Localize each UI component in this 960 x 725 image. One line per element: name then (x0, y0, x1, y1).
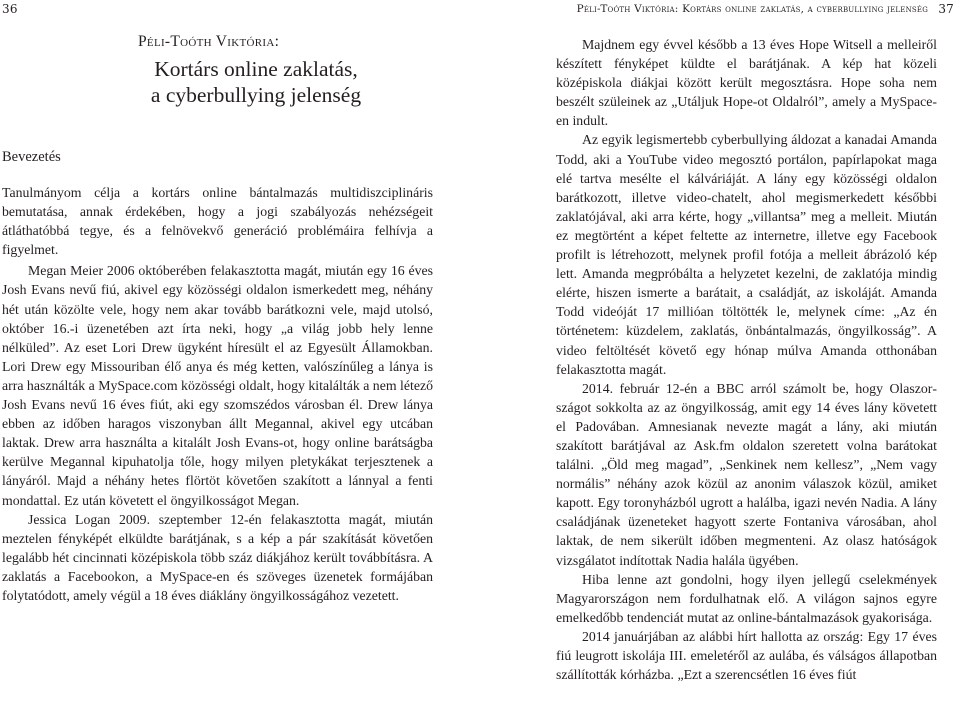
paragraph: Hiba lenne azt gondolni, hogy ilyen jellegű cselekmények Magyarországon nem fordulhatnak elő. A világon sajnos egyre emelkedőbb tendenciát mutat az online-bántalmazások gyakorisága. (556, 571, 937, 625)
paragraph: Majdnem egy évvel később a 13 éves Hope Witsell a melleiről készített fényképet küldte el barátjának. A kép hat közeli középiskola diákjai között került megosztásra. Hope soha nem beszélt szüleinek az „Utáljuk Hope-ot Oldalról”, amely a MySpace-en indult. (556, 37, 937, 129)
section-heading: Bevezetés (2, 149, 61, 165)
article-title-line-2: a cyberbullying jelenség (150, 83, 362, 107)
running-title: Péli-Toóth Viktória: Kortárs online zaklatás, a cyberbullying jelenség (576, 3, 928, 15)
article-title (76, 56, 436, 108)
left-text-column (2, 183, 433, 605)
page-number: 37 (938, 2, 954, 16)
page-number: 36 (2, 2, 18, 16)
right-text-column (556, 35, 937, 684)
paragraph: 2014. február 12-én a BBC arról számolt be, hogy Olaszországot sokkolta az az öngyilkosság, amit egy 14 éves lány követett el Padovában. Amnesianak nevezte magát a lány, aki miután szakított barátjával az Ask.fm oldalon szeretett volna barátokat találni. „Öld meg magad”, „Senkinek nem kellesz”, „Nem vagy normális” néhány azok közül az anonim válaszok közül, amiket kapott. Egy toronyházból ugrott a halálba, igazi nevén Nadia. A lány családjának üzeneteket hagyott szerte Fontaniva városában, ahol laktak, de nem sikerült időben megmenteni. Az olasz hatóságok vizsgálatot indítottak Nadia halála ügyében. (556, 380, 937, 568)
article-author: Péli-Toóth Viktória: (138, 33, 280, 50)
article-title-line-1: Kortárs online zaklatás, (154, 57, 358, 81)
paragraph: Az egyik legismertebb cyberbullying áldozat a kanadai Amanda Todd, aki a YouTube video megosztó portálon, papírlapokat maga elé tartva mesélte el kálváriáját. A lány egy közösségi oldalon barátkozott, illetve video-chatelt, ahol megismerkedett későbbi zaklatójával, aki arra kérte, hogy „villantsa” meg a melleit. Miután ez megtörtént a képet feltette az internetre, illetve egy Facebook profilt is létrehozott, melynek profil fotója a melleit ábrázoló kép lett. Amanda megpróbálta a helyzetet kezelni, de zaklatója mindig elérte, hiszen ismerte a barátait, a családját, az iskoláját. Amanda Todd videóját 17 millióan töltötték le, melynek címe: „Az én történetem: küzdelem, zaklatás, önbántalmazás, öngyilkosság”. A video feltöltését követő egy hónap múlva Amanda otthonában felakasztotta magát. (556, 132, 937, 377)
paragraph: Megan Meier 2006 októberében felakasztotta magát, miután egy 16 éves Josh Evans nevű fiú, akivel egy közösségi oldalon ismerkedett meg, néhány hét után közölte vele, hogy nem akar tovább barátkozni vele, majd utolsó, október 16.-i üzenetében azt írta neki, hogy „a világ jobb hely lenne nélküled”. Az eset Lori Drew ügyként híresült el az Egyesült Államokban. Lori Drew egy Missouriban élő anya és még ketten, valószínűleg a lánya is arra használták a MySpace.com közösségi oldalt, hogy kitalálták a nem létező Josh Evans nevű 16 éves fiút, aki egy szomszédos városban él. Drew lánya ebben az időben haragos viszonyban állt Megannal, akivel egy utcában laktak. Drew arra használta a kitalált Josh Evans-ot, hogy online barátságba kerülve Megannal kipuhatolja tőle, hogy milyen pletykákat terjesztenek a lányáról. Majd a néhány hetes flörtöt követően szakított a lánnyal a fenti mondattal. Ez után követett el öngyilkosságot Megan. (2, 263, 433, 508)
paragraph: Jessica Logan 2009. szeptember 12-én felakasztotta magát, miután meztelen fényképét elküldte barátjának, s a kép a pár szakítását követően legalább hét cincinnati középiskola több száz diákjához került továbbításra. A zaklatás a Facebookon, a MySpace-en és szöveges üzenetek formájában folytatódott, amely végül a 18 éves diáklány öngyilkosságához vezetett. (2, 511, 433, 603)
paragraph: Tanulmányom célja a kortárs online bántalmazás multidiszciplináris bemutatása, annak érdekében, hogy a jogi szabályozás nehézségeit átláthatóbbá tegye, és a felnövekvő generáció problémáira felhívja a figyelmet. (2, 185, 433, 258)
paragraph: 2014 januárjában az alábbi hírt hallotta az ország: Egy 17 éves fiú leugrott iskolája III. emeletéről az aulába, és válságos állapotban szállították kórházba. „Ezt a szerencsétlen 16 éves fiút (556, 628, 937, 683)
right-page (480, 0, 960, 725)
